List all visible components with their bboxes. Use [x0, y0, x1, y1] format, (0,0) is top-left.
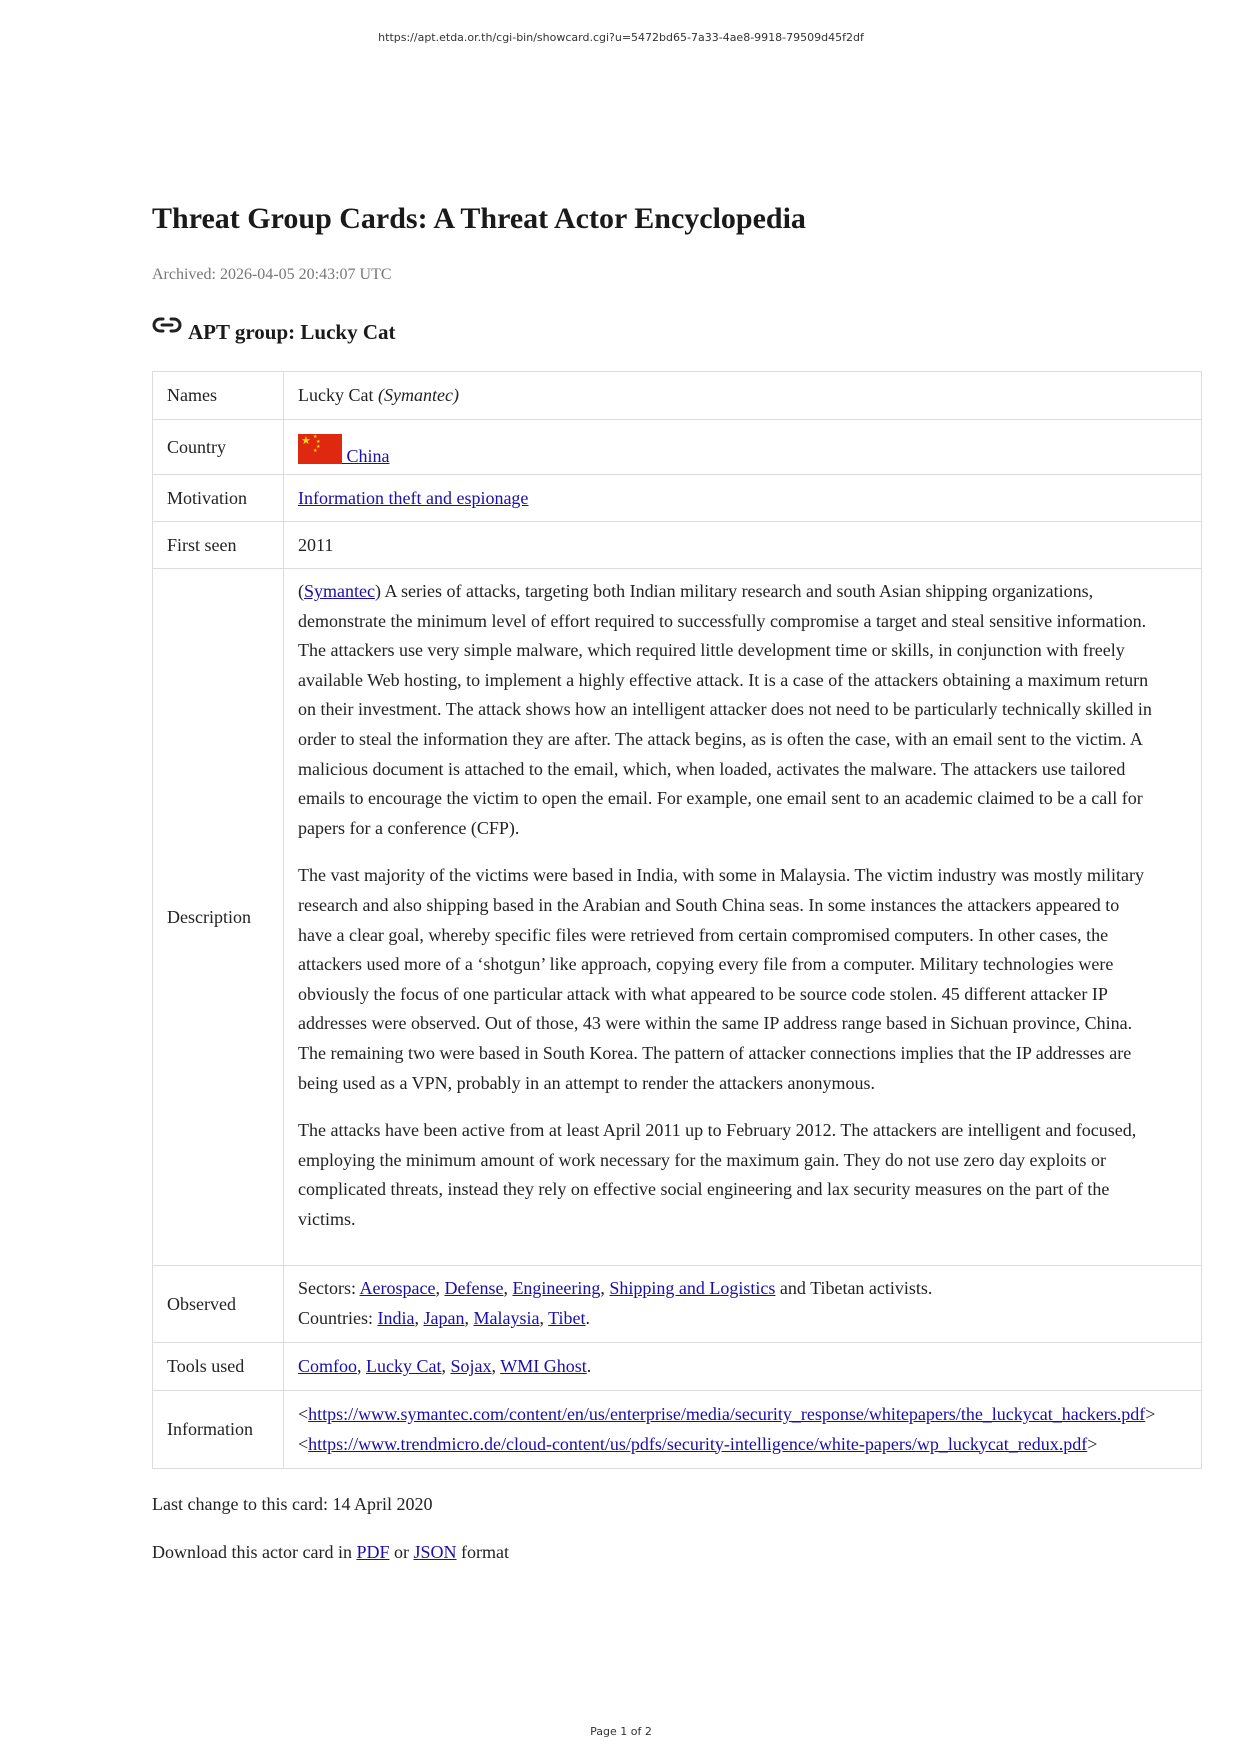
sector-link-engineering[interactable]: Engineering — [512, 1278, 601, 1299]
description-paragraph-3 — [298, 1116, 1201, 1234]
download-pdf-link[interactable]: PDF — [356, 1542, 390, 1562]
angle-close: > — [1145, 1403, 1156, 1424]
row-information — [153, 1391, 1202, 1469]
angle-open: < — [298, 1403, 309, 1424]
actor-card-table — [152, 371, 1202, 1469]
names-source: (Symantec) — [377, 385, 459, 405]
page-url-header: https://apt.etda.or.th/cgi-bin/showcard.cgi?u=5472bd65-7a33-4ae8-9918-79509d45f2df — [378, 31, 864, 44]
country-link-tibet[interactable]: Tibet — [548, 1308, 586, 1328]
desc-line: employing the minimum amount of work necessary for the maximum gain. They do not use zero day exploits or — [298, 1149, 1106, 1170]
desc-line: The vast majority of the victims were based in India, with some in Malaysia. The victim industry was mostly military — [298, 865, 1145, 886]
information-value-cell — [284, 1391, 1202, 1469]
separator: , — [600, 1278, 610, 1299]
tool-link-sojax[interactable]: Sojax — [450, 1356, 492, 1376]
desc-line: demonstrate the minimum level of effort required to successfully compromise a target and steal sensitive information. — [298, 610, 1147, 631]
desc-line: being used as a VPN, probably in an attempt to render the attackers anonymous. — [298, 1072, 876, 1093]
country-value-cell — [284, 420, 1202, 475]
country-link[interactable] — [298, 434, 390, 466]
countries-prefix: Countries: — [298, 1308, 378, 1328]
first-seen-value: 2011 — [284, 522, 1202, 569]
desc-line: have a clear goal, whereby specific files were retrieved from certain compromised computers. In other cases, the — [298, 924, 1109, 945]
names-value-cell — [284, 372, 1202, 420]
motivation-label: Motivation — [153, 475, 284, 522]
separator: , — [414, 1308, 424, 1328]
info-link-trendmicro[interactable]: https://www.trendmicro.de/cloud-content/us/pdfs/security-intelligence/white-papers/wp_luckycat_redux.pdf — [308, 1433, 1088, 1454]
desc-line: The attacks have been active from at least April 2011 up to February 2012. The attackers are intelligent and focused, — [298, 1120, 1137, 1141]
group-title: APT group: Lucky Cat — [188, 320, 396, 344]
desc-line: victims. — [298, 1208, 356, 1229]
separator: , — [357, 1356, 367, 1376]
row-first-seen — [153, 522, 1202, 569]
desc-source-link[interactable]: Symantec — [304, 581, 375, 601]
download-prefix: Download this actor card in — [152, 1542, 357, 1562]
sectors-prefix: Sectors: — [298, 1278, 360, 1299]
tools-value-cell — [284, 1343, 1202, 1391]
country-link-malaysia[interactable]: Malaysia — [473, 1308, 540, 1328]
last-change: Last change to this card: 14 April 2020 — [152, 1494, 433, 1514]
separator: , — [435, 1278, 445, 1299]
country-link-japan[interactable]: Japan — [423, 1308, 465, 1328]
description-paragraph-2 — [298, 861, 1201, 1098]
china-flag-icon: ★ ★ ★ ★ ★ — [298, 434, 342, 464]
desc-line: emails to encourage the victim to open the email. For example, one email sent to an academic claimed to be a call for — [298, 788, 1143, 809]
row-observed — [153, 1266, 1202, 1343]
separator: , — [464, 1308, 474, 1328]
desc-line: ) A series of attacks, targeting both Indian military research and south Asian shipping organizations, — [374, 581, 1094, 601]
desc-line: The attackers use very simple malware, which required little development time or skills, in conjunction with freely — [298, 640, 1125, 661]
download-json-link[interactable]: JSON — [413, 1542, 457, 1562]
download-or: or — [389, 1542, 414, 1562]
names-value: Lucky Cat — [298, 385, 378, 405]
sectors-suffix: and Tibetan activists. — [775, 1278, 933, 1299]
description-text — [284, 569, 1202, 1266]
info-link-symantec[interactable]: https://www.symantec.com/content/en/us/enterprise/media/security_response/whitepapers/the_luckycat_hackers.pdf — [308, 1403, 1146, 1424]
desc-line: attackers used more of a ‘shotgun’ like approach, copying every file from a computer. Military technologies were — [298, 954, 1114, 975]
desc-open-paren: ( — [298, 581, 304, 601]
separator: , — [503, 1278, 513, 1299]
tool-link-wmi-ghost[interactable]: WMI Ghost — [500, 1356, 587, 1376]
observed-label: Observed — [153, 1266, 284, 1343]
angle-open: < — [298, 1433, 309, 1454]
separator: , — [441, 1356, 451, 1376]
separator: , — [539, 1308, 549, 1328]
sector-link-defense[interactable]: Defense — [444, 1278, 504, 1299]
description-label: Description — [153, 569, 284, 1266]
first-seen-label: First seen — [153, 522, 284, 569]
link-icon — [152, 314, 182, 336]
desc-line: research and also shipping based in the Arabian and South China seas. In some instances the attackers appeared to — [298, 894, 1120, 915]
sector-link-aerospace[interactable]: Aerospace — [359, 1278, 436, 1299]
separator: , — [491, 1356, 501, 1376]
motivation-link[interactable]: Information theft and espionage — [298, 487, 529, 508]
row-country — [153, 420, 1202, 475]
period: . — [585, 1308, 590, 1328]
period: . — [586, 1356, 592, 1376]
desc-line: addresses were observed. Out of those, 43 were within the same IP address range based in Sichuan province, China. — [298, 1013, 1133, 1034]
tools-label: Tools used — [153, 1343, 284, 1391]
desc-line: available Web hosting, to implement a highly effective attack. It is a case of the attackers obtaining a maximum return — [298, 669, 1149, 690]
card-content — [152, 0, 1156, 1700]
row-names — [153, 372, 1202, 420]
archived-timestamp: Archived: 2026-04-05 20:43:07 UTC — [152, 266, 392, 283]
row-motivation — [153, 475, 1202, 522]
description-paragraph-1 — [298, 577, 1201, 843]
row-tools — [153, 1343, 1202, 1391]
tool-link-lucky-cat[interactable]: Lucky Cat — [366, 1356, 442, 1376]
desc-line: on their investment. The attack shows how an intelligent attacker does not need to be particularly technically skilled in — [298, 699, 1152, 720]
desc-line: The remaining two were based in South Korea. The pattern of attacker connections implies that the IP addresses are — [298, 1042, 1132, 1063]
angle-close: > — [1087, 1433, 1098, 1454]
tool-link-comfoo[interactable]: Comfoo — [298, 1356, 358, 1376]
country-name: China — [342, 445, 390, 466]
desc-line: order to steal the information they are after. The attack begins, as is often the case, with an email sent to the victim. A — [298, 728, 1143, 749]
country-label: Country — [153, 420, 284, 475]
desc-line: papers for a conference (CFP). — [298, 817, 520, 838]
row-description — [153, 569, 1202, 1266]
page-title: Threat Group Cards: A Threat Actor Encyclopedia — [152, 202, 806, 235]
download-suffix: format — [456, 1542, 509, 1562]
download-line — [152, 1542, 509, 1563]
information-label: Information — [153, 1391, 284, 1469]
page-number: Page 1 of 2 — [590, 1725, 652, 1738]
desc-line: complicated threats, instead they rely on effective social engineering and lax security measures on the part of the — [298, 1179, 1110, 1200]
motivation-value-cell — [284, 475, 1202, 522]
country-link-india[interactable]: India — [377, 1308, 415, 1328]
desc-line: obviously the focus of one particular attack with what appeared to be source code stolen. 45 different attacker IP — [298, 983, 1108, 1004]
desc-line: malicious document is attached to the email, which, when loaded, activates the malware. The attackers use tailored — [298, 758, 1126, 779]
observed-value-cell — [284, 1266, 1202, 1343]
sector-link-shipping[interactable]: Shipping and Logistics — [609, 1278, 776, 1299]
names-label: Names — [153, 372, 284, 420]
